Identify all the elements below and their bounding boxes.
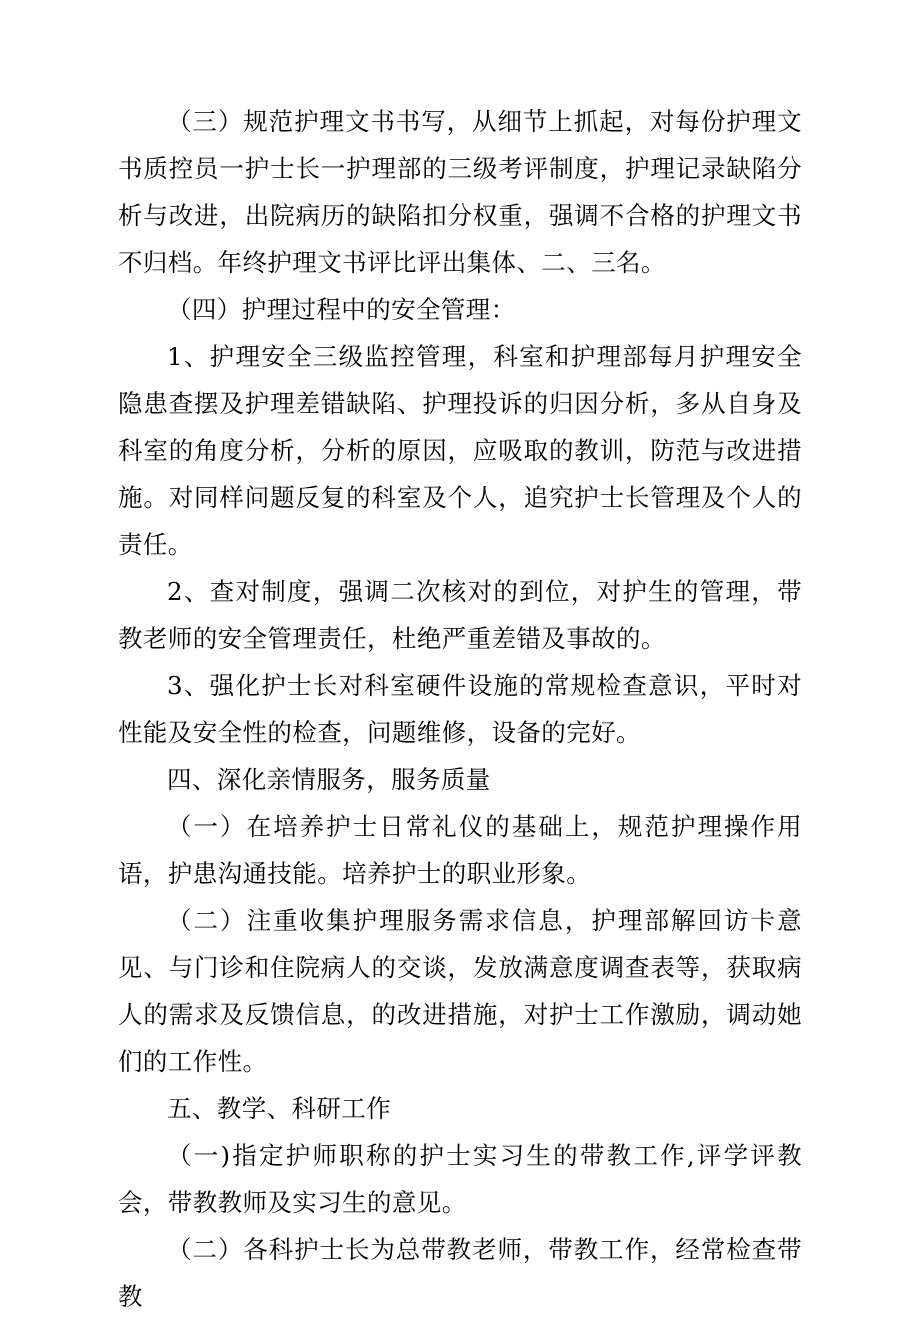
paragraph: （四）护理过程中的安全管理： [167,295,516,324]
document-body [118,98,802,1320]
paragraph: （一)指定护师职称的护士实习生的带教工作,评学评教会，带教教师及实习生的意见。 [118,1141,802,1217]
paragraph: 五、教学、科研工作 [167,1094,392,1123]
paragraph: （二）各科护士长为总带教老师，带教工作，经常检查带教 [118,1235,802,1311]
paragraph: 四、深化亲情服务，服务质量 [167,765,491,794]
paragraph: 2、查对制度，强调二次核对的到位，对护生的管理，带教老师的安全管理责任，杜绝严重差错及事故的。 [118,577,802,653]
paragraph: （三）规范护理文书书写，从细节上抓起，对每份护理文书质控员一护士长一护理部的三级考评制度，护理记录缺陷分析与改进，出院病历的缺陷扣分权重，强调不合格的护理文书不归档。年终护理文书评比评出集体、二、三名。 [118,107,802,277]
paragraph: （一）在培养护士日常礼仪的基础上，规范护理操作用语，护患沟通技能。培养护士的职业形象。 [118,812,802,888]
paragraph: （二）注重收集护理服务需求信息，护理部解回访卡意见、与门诊和住院病人的交谈，发放满意度调查表等，获取病人的需求及反馈信息，的改进措施，对护士工作激励，调动她们的工作性。 [118,906,802,1076]
paragraph: 3、强化护士长对科室硬件设施的常规检查意识，平时对性能及安全性的检查，问题维修，设备的完好。 [118,671,802,747]
paragraph: 1、护理安全三级监控管理，科室和护理部每月护理安全隐患查摆及护理差错缺陷、护理投诉的归因分析，多从自身及科室的角度分析，分析的原因，应吸取的教训，防范与改进措施。对同样问题反复的科室及个人，追究护士长管理及个人的责任。 [118,342,802,559]
